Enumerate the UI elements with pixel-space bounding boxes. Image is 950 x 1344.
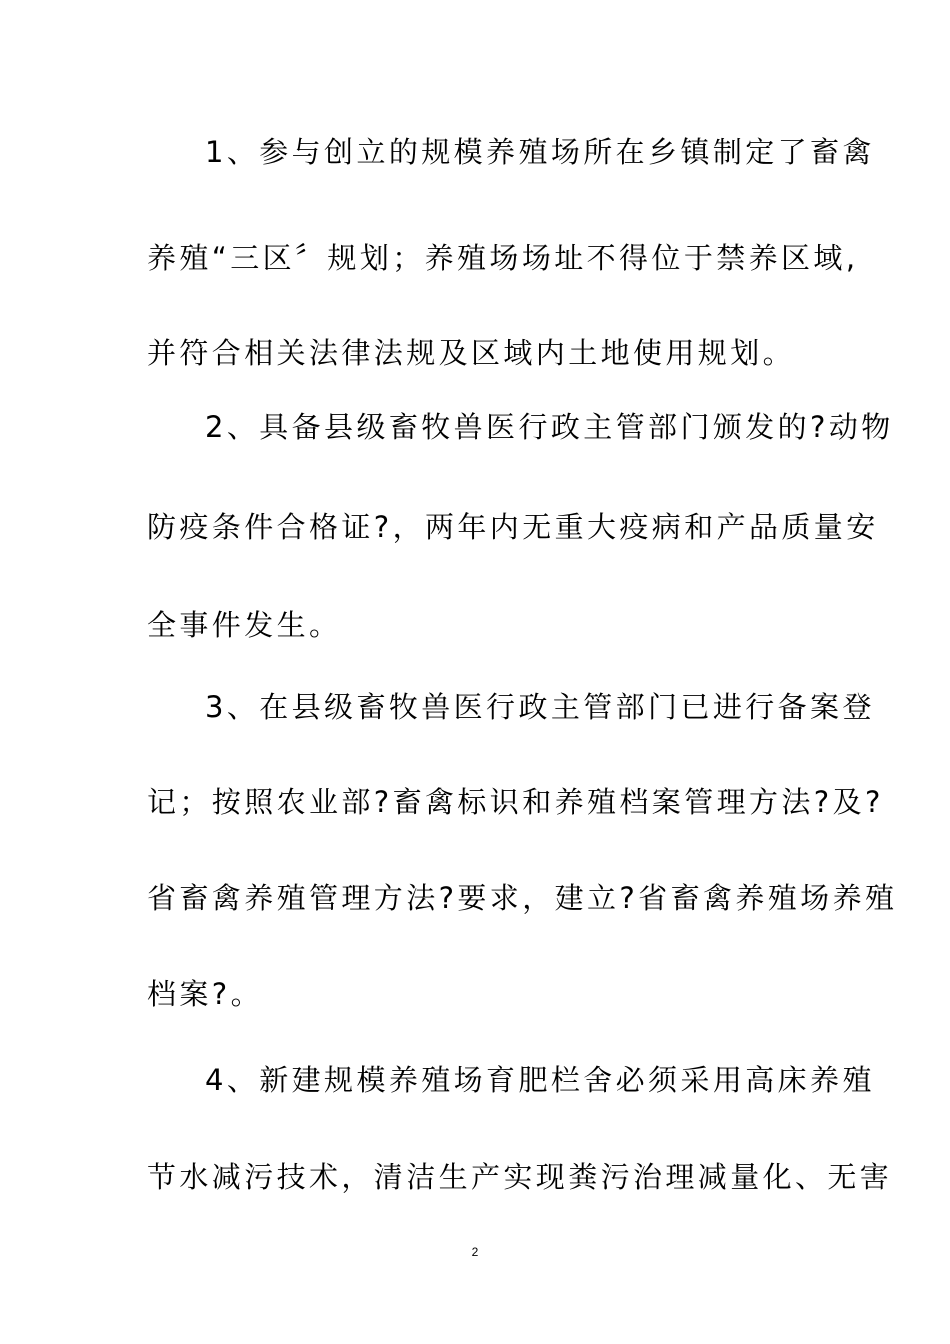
paragraph-1-line-1: 1、参与创立的规模养殖场所在乡镇制定了畜禽 <box>205 135 875 169</box>
paragraph-2-line-1: 2、具备县级畜牧兽医行政主管部门颁发的?动物 <box>205 410 894 444</box>
paragraph-1-line-2: 养殖“三区〞规划；养殖场场址不得位于禁养区域, <box>147 241 859 275</box>
paragraph-2-line-2: 防疫条件合格证?，两年内无重大疫病和产品质量安 <box>147 510 879 544</box>
paragraph-3-line-3: 省畜禽养殖管理方法?要求，建立?省畜禽养殖场养殖 <box>147 881 898 915</box>
paragraph-3-line-2: 记；按照农业部?畜禽标识和养殖档案管理方法?及? <box>147 785 884 819</box>
page-number: 2 <box>471 1245 479 1259</box>
paragraph-3-line-1: 3、在县级畜牧兽医行政主管部门已进行备案登 <box>205 690 875 724</box>
paragraph-2-line-3: 全事件发生。 <box>147 608 342 642</box>
paragraph-1-line-3: 并符合相关法律法规及区域内土地使用规划。 <box>147 336 796 370</box>
paragraph-3-line-4: 档案?。 <box>147 977 263 1011</box>
paragraph-4-line-2: 节水减污技术，清洁生产实现粪污治理减量化、无害 <box>147 1160 893 1194</box>
paragraph-4-line-1: 4、新建规模养殖场育肥栏舍必须采用高床养殖 <box>205 1063 875 1097</box>
